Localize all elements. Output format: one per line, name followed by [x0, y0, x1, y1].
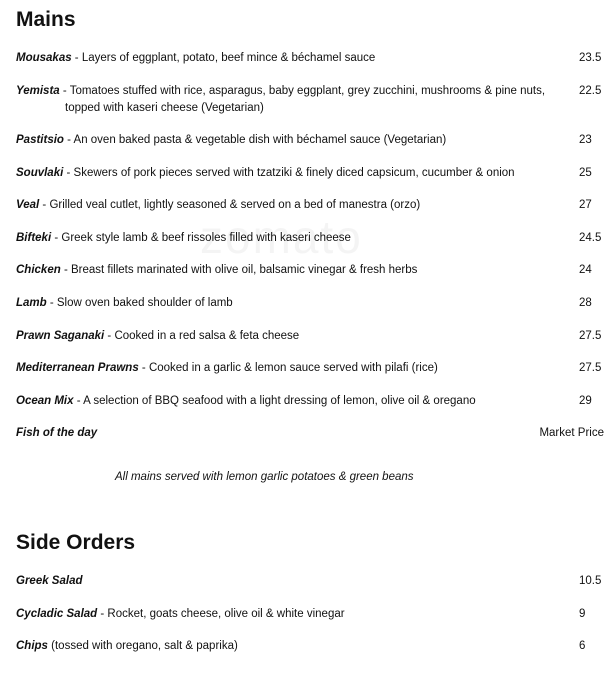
item-line — [16, 393, 556, 410]
item-line — [16, 197, 556, 214]
item-description: - Skewers of pork pieces served with tzatziki & finely diced capsicum, cucumber & onion — [63, 167, 515, 179]
menu-item — [16, 262, 606, 279]
item-name: Fish of the day — [16, 427, 98, 439]
item-price: 6 — [579, 640, 586, 652]
item-line — [16, 360, 556, 377]
item-description: - Breast fillets marinated with olive oil, balsamic vinegar & fresh herbs — [60, 264, 418, 276]
item-line — [16, 638, 556, 655]
menu-item — [16, 132, 606, 149]
item-name: Pastitsio — [16, 134, 64, 146]
item-name: Lamb — [16, 297, 47, 309]
item-price: 27.5 — [579, 330, 602, 342]
menu-item — [16, 573, 606, 590]
item-price: 9 — [579, 608, 586, 620]
item-description: - Cooked in a red salsa & feta cheese — [104, 330, 300, 342]
item-description: - Layers of eggplant, potato, beef mince & béchamel sauce — [71, 52, 376, 64]
item-description: - A selection of BBQ seafood with a light dressing of lemon, olive oil & oregano — [73, 395, 476, 407]
item-line — [16, 132, 556, 149]
item-line — [16, 425, 556, 442]
item-price: 29 — [579, 395, 592, 407]
mains-heading: Mains — [16, 8, 76, 31]
item-name: Yemista — [16, 85, 60, 97]
menu-item — [16, 606, 606, 623]
item-description: - Grilled veal cutlet, lightly seasoned & served on a bed of manestra (orzo) — [39, 199, 421, 211]
item-line — [16, 328, 556, 345]
item-name: Chicken — [16, 264, 61, 276]
menu-item — [16, 230, 606, 247]
menu-item — [16, 83, 606, 117]
item-price: 28 — [579, 297, 592, 309]
item-price: 27 — [579, 199, 592, 211]
item-name: Ocean Mix — [16, 395, 74, 407]
menu-item — [16, 328, 606, 345]
item-name: Mediterranean Prawns — [16, 362, 139, 374]
item-description: - Cooked in a garlic & lemon sauce served with pilafi (rice) — [138, 362, 438, 374]
item-price: 27.5 — [579, 362, 602, 374]
item-description: - Tomatoes stuffed with rice, asparagus, baby eggplant, grey zucchini, mushrooms & pine nuts, — [59, 85, 546, 97]
item-line — [16, 50, 556, 67]
item-name: Prawn Saganaki — [16, 330, 105, 342]
item-line — [16, 83, 556, 100]
item-description-continued: topped with kaseri cheese (Vegetarian) — [65, 102, 264, 114]
item-name: Souvlaki — [16, 167, 64, 179]
item-description: - Rocket, goats cheese, olive oil & white vinegar — [97, 608, 345, 620]
item-line — [16, 606, 556, 623]
item-name: Chips — [16, 640, 48, 652]
menu-item — [16, 360, 606, 377]
item-description: - An oven baked pasta & vegetable dish with béchamel sauce (Vegetarian) — [63, 134, 447, 146]
item-line — [16, 230, 556, 247]
item-price: 22.5 — [579, 85, 602, 97]
item-price: 25 — [579, 167, 592, 179]
item-price: 10.5 — [579, 575, 602, 587]
item-price: 24 — [579, 264, 592, 276]
item-line — [16, 295, 556, 312]
menu-item — [16, 165, 606, 182]
side-orders-heading: Side Orders — [16, 531, 136, 554]
mains-note: All mains served with lemon garlic potatoes & green beans — [115, 471, 414, 483]
item-price: 23.5 — [579, 52, 602, 64]
item-line — [16, 262, 556, 279]
item-price: Market Price — [539, 427, 604, 439]
menu-item — [16, 295, 606, 312]
item-line — [16, 165, 556, 182]
item-description: (tossed with oregano, salt & paprika) — [47, 640, 238, 652]
item-name: Bifteki — [16, 232, 52, 244]
menu-item — [16, 638, 606, 655]
item-description: - Greek style lamb & beef rissoles filled with kaseri cheese — [51, 232, 351, 244]
item-line — [16, 573, 556, 590]
item-description: - Slow oven baked shoulder of lamb — [46, 297, 233, 309]
menu-item — [16, 393, 606, 410]
item-price: 24.5 — [579, 232, 602, 244]
item-name: Mousakas — [16, 52, 72, 64]
item-name: Greek Salad — [16, 575, 83, 587]
item-price: 23 — [579, 134, 592, 146]
item-name: Cycladic Salad — [16, 608, 98, 620]
menu-item — [16, 50, 606, 67]
item-name: Veal — [16, 199, 40, 211]
menu-item — [16, 425, 606, 442]
menu-item — [16, 197, 606, 214]
